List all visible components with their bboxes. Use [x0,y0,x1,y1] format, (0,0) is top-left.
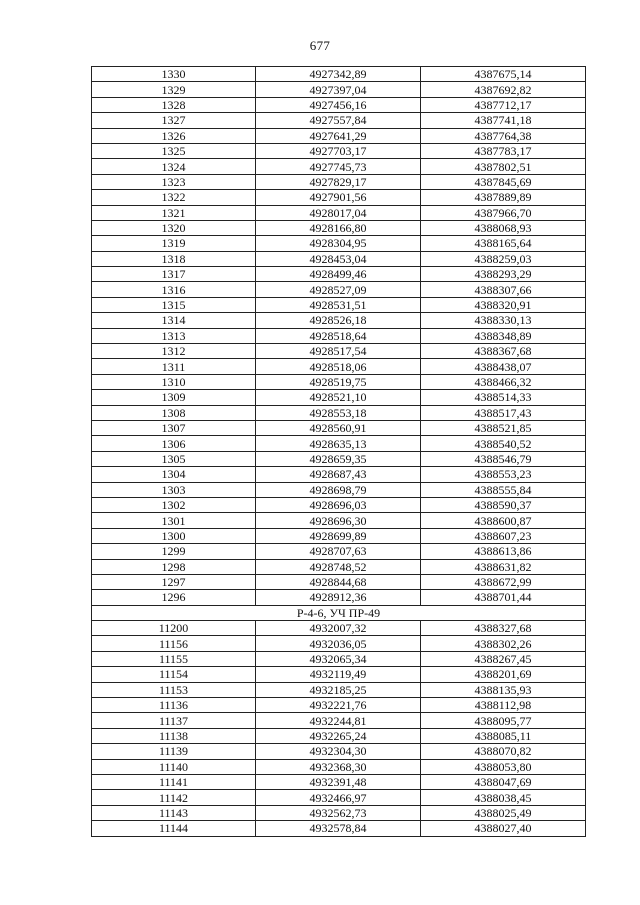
table-row [92,128,586,143]
point-number-cell: 11138 [92,728,256,743]
point-number-cell: 11140 [92,759,256,774]
table-row [92,190,586,205]
point-number-cell: 1298 [92,559,256,574]
point-number-cell: 11143 [92,805,256,820]
point-number-cell: 1316 [92,282,256,297]
table-row [92,528,586,543]
point-number-cell: 1319 [92,236,256,251]
point-number-cell: 1329 [92,82,256,97]
table-row [92,590,586,605]
x-coordinate-cell: 4928166,80 [256,220,421,235]
y-coordinate-cell: 4388613,86 [421,544,586,559]
point-number-cell: 11136 [92,698,256,713]
y-coordinate-cell: 4387764,38 [421,128,586,143]
y-coordinate-cell: 4388631,82 [421,559,586,574]
y-coordinate-cell: 4388293,29 [421,267,586,282]
y-coordinate-cell: 4387692,82 [421,82,586,97]
y-coordinate-cell: 4388540,52 [421,436,586,451]
x-coordinate-cell: 4928659,35 [256,451,421,466]
x-coordinate-cell: 4932578,84 [256,821,421,836]
point-number-cell: 11137 [92,713,256,728]
point-number-cell: 11153 [92,682,256,697]
y-coordinate-cell: 4388546,79 [421,451,586,466]
point-number-cell: 1318 [92,251,256,266]
x-coordinate-cell: 4928696,30 [256,513,421,528]
y-coordinate-cell: 4388607,23 [421,528,586,543]
point-number-cell: 1314 [92,313,256,328]
point-number-cell: 1303 [92,482,256,497]
x-coordinate-cell: 4928017,04 [256,205,421,220]
x-coordinate-cell: 4928519,75 [256,374,421,389]
x-coordinate-cell: 4928517,54 [256,344,421,359]
table-row [92,143,586,158]
y-coordinate-cell: 4388517,43 [421,405,586,420]
table-row [92,159,586,174]
table-row [92,698,586,713]
y-coordinate-cell: 4388701,44 [421,590,586,605]
y-coordinate-cell: 4388327,68 [421,621,586,636]
table-row [92,759,586,774]
table-row [92,497,586,512]
y-coordinate-cell: 4388038,45 [421,790,586,805]
table-row [92,821,586,836]
x-coordinate-cell: 4927901,56 [256,190,421,205]
y-coordinate-cell: 4388085,11 [421,728,586,743]
x-coordinate-cell: 4928499,46 [256,267,421,282]
y-coordinate-cell: 4388025,49 [421,805,586,820]
x-coordinate-cell: 4932065,34 [256,651,421,666]
table-row [92,251,586,266]
y-coordinate-cell: 4388201,69 [421,667,586,682]
point-number-cell: 1308 [92,405,256,420]
section-title: Р-4-6, УЧ ПР-49 [92,605,586,620]
x-coordinate-cell: 4932007,32 [256,621,421,636]
table-row [92,236,586,251]
x-coordinate-cell: 4928518,64 [256,328,421,343]
y-coordinate-cell: 4388320,91 [421,297,586,312]
y-coordinate-cell: 4387783,17 [421,143,586,158]
y-coordinate-cell: 4388438,07 [421,359,586,374]
table-row [92,220,586,235]
table-row [92,113,586,128]
table-row [92,636,586,651]
table-row [92,544,586,559]
point-number-cell: 1313 [92,328,256,343]
point-number-cell: 1299 [92,544,256,559]
point-number-cell: 11141 [92,774,256,789]
y-coordinate-cell: 4388027,40 [421,821,586,836]
x-coordinate-cell: 4932304,30 [256,744,421,759]
point-number-cell: 11139 [92,744,256,759]
table-row [92,67,586,82]
y-coordinate-cell: 4387675,14 [421,67,586,82]
table-row [92,267,586,282]
table-row [92,713,586,728]
point-number-cell: 1322 [92,190,256,205]
x-coordinate-cell: 4927641,29 [256,128,421,143]
x-coordinate-cell: 4928521,10 [256,390,421,405]
coordinates-table-body [92,67,586,837]
x-coordinate-cell: 4928748,52 [256,559,421,574]
point-number-cell: 1306 [92,436,256,451]
x-coordinate-cell: 4932368,30 [256,759,421,774]
table-row [92,328,586,343]
coordinates-table [91,66,586,837]
y-coordinate-cell: 4388307,66 [421,282,586,297]
x-coordinate-cell: 4928912,36 [256,590,421,605]
point-number-cell: 11142 [92,790,256,805]
table-row [92,420,586,435]
y-coordinate-cell: 4388367,68 [421,344,586,359]
point-number-cell: 1312 [92,344,256,359]
x-coordinate-cell: 4932244,81 [256,713,421,728]
x-coordinate-cell: 4932119,49 [256,667,421,682]
table-row [92,790,586,805]
y-coordinate-cell: 4387741,18 [421,113,586,128]
section-header-row [92,605,586,620]
x-coordinate-cell: 4927829,17 [256,174,421,189]
point-number-cell: 1315 [92,297,256,312]
y-coordinate-cell: 4388165,64 [421,236,586,251]
point-number-cell: 11156 [92,636,256,651]
point-number-cell: 1324 [92,159,256,174]
x-coordinate-cell: 4928560,91 [256,420,421,435]
point-number-cell: 1304 [92,467,256,482]
y-coordinate-cell: 4388267,45 [421,651,586,666]
table-row [92,390,586,405]
y-coordinate-cell: 4388302,26 [421,636,586,651]
x-coordinate-cell: 4932185,25 [256,682,421,697]
y-coordinate-cell: 4388555,84 [421,482,586,497]
x-coordinate-cell: 4932265,24 [256,728,421,743]
table-row [92,482,586,497]
y-coordinate-cell: 4387802,51 [421,159,586,174]
table-row [92,682,586,697]
y-coordinate-cell: 4388672,99 [421,574,586,589]
table-row [92,621,586,636]
y-coordinate-cell: 4388553,23 [421,467,586,482]
x-coordinate-cell: 4928526,18 [256,313,421,328]
point-number-cell: 1320 [92,220,256,235]
y-coordinate-cell: 4388514,33 [421,390,586,405]
x-coordinate-cell: 4927397,04 [256,82,421,97]
y-coordinate-cell: 4388521,85 [421,420,586,435]
y-coordinate-cell: 4388466,32 [421,374,586,389]
point-number-cell: 1302 [92,497,256,512]
y-coordinate-cell: 4388112,98 [421,698,586,713]
table-row [92,774,586,789]
point-number-cell: 11155 [92,651,256,666]
point-number-cell: 1321 [92,205,256,220]
x-coordinate-cell: 4932466,97 [256,790,421,805]
x-coordinate-cell: 4927342,89 [256,67,421,82]
table-row [92,374,586,389]
x-coordinate-cell: 4932391,48 [256,774,421,789]
point-number-cell: 1311 [92,359,256,374]
x-coordinate-cell: 4928518,06 [256,359,421,374]
y-coordinate-cell: 4388068,93 [421,220,586,235]
x-coordinate-cell: 4928635,13 [256,436,421,451]
point-number-cell: 11200 [92,621,256,636]
y-coordinate-cell: 4388259,03 [421,251,586,266]
x-coordinate-cell: 4932562,73 [256,805,421,820]
point-number-cell: 1309 [92,390,256,405]
table-row [92,205,586,220]
table-row [92,174,586,189]
y-coordinate-cell: 4388600,87 [421,513,586,528]
x-coordinate-cell: 4927456,16 [256,97,421,112]
table-row [92,574,586,589]
table-row [92,451,586,466]
x-coordinate-cell: 4928304,95 [256,236,421,251]
point-number-cell: 1325 [92,143,256,158]
x-coordinate-cell: 4928699,89 [256,528,421,543]
y-coordinate-cell: 4388047,69 [421,774,586,789]
point-number-cell: 1305 [92,451,256,466]
point-number-cell: 11144 [92,821,256,836]
table-row [92,805,586,820]
table-row [92,359,586,374]
table-row [92,313,586,328]
y-coordinate-cell: 4388070,82 [421,744,586,759]
point-number-cell: 1301 [92,513,256,528]
y-coordinate-cell: 4388330,13 [421,313,586,328]
x-coordinate-cell: 4928698,79 [256,482,421,497]
y-coordinate-cell: 4387712,17 [421,97,586,112]
point-number-cell: 1296 [92,590,256,605]
table-row [92,467,586,482]
table-row [92,728,586,743]
table-row [92,297,586,312]
x-coordinate-cell: 4928553,18 [256,405,421,420]
x-coordinate-cell: 4928531,51 [256,297,421,312]
table-row [92,513,586,528]
table-row [92,667,586,682]
table-row [92,282,586,297]
point-number-cell: 11154 [92,667,256,682]
x-coordinate-cell: 4927745,73 [256,159,421,174]
point-number-cell: 1307 [92,420,256,435]
x-coordinate-cell: 4927703,17 [256,143,421,158]
x-coordinate-cell: 4928696,03 [256,497,421,512]
table-row [92,97,586,112]
x-coordinate-cell: 4928527,09 [256,282,421,297]
table-row [92,559,586,574]
y-coordinate-cell: 4388135,93 [421,682,586,697]
x-coordinate-cell: 4932221,76 [256,698,421,713]
x-coordinate-cell: 4928687,43 [256,467,421,482]
table-row [92,344,586,359]
point-number-cell: 1327 [92,113,256,128]
point-number-cell: 1328 [92,97,256,112]
page-number: 677 [309,38,331,53]
x-coordinate-cell: 4928707,63 [256,544,421,559]
table-row [92,436,586,451]
point-number-cell: 1310 [92,374,256,389]
point-number-cell: 1297 [92,574,256,589]
y-coordinate-cell: 4387966,70 [421,205,586,220]
table-row [92,651,586,666]
y-coordinate-cell: 4388095,77 [421,713,586,728]
y-coordinate-cell: 4388590,37 [421,497,586,512]
y-coordinate-cell: 4387889,89 [421,190,586,205]
point-number-cell: 1323 [92,174,256,189]
x-coordinate-cell: 4928844,68 [256,574,421,589]
x-coordinate-cell: 4928453,04 [256,251,421,266]
point-number-cell: 1300 [92,528,256,543]
table-row [92,82,586,97]
point-number-cell: 1326 [92,128,256,143]
point-number-cell: 1317 [92,267,256,282]
point-number-cell: 1330 [92,67,256,82]
x-coordinate-cell: 4927557,84 [256,113,421,128]
y-coordinate-cell: 4388053,80 [421,759,586,774]
y-coordinate-cell: 4388348,89 [421,328,586,343]
table-row [92,744,586,759]
y-coordinate-cell: 4387845,69 [421,174,586,189]
table-row [92,405,586,420]
x-coordinate-cell: 4932036,05 [256,636,421,651]
